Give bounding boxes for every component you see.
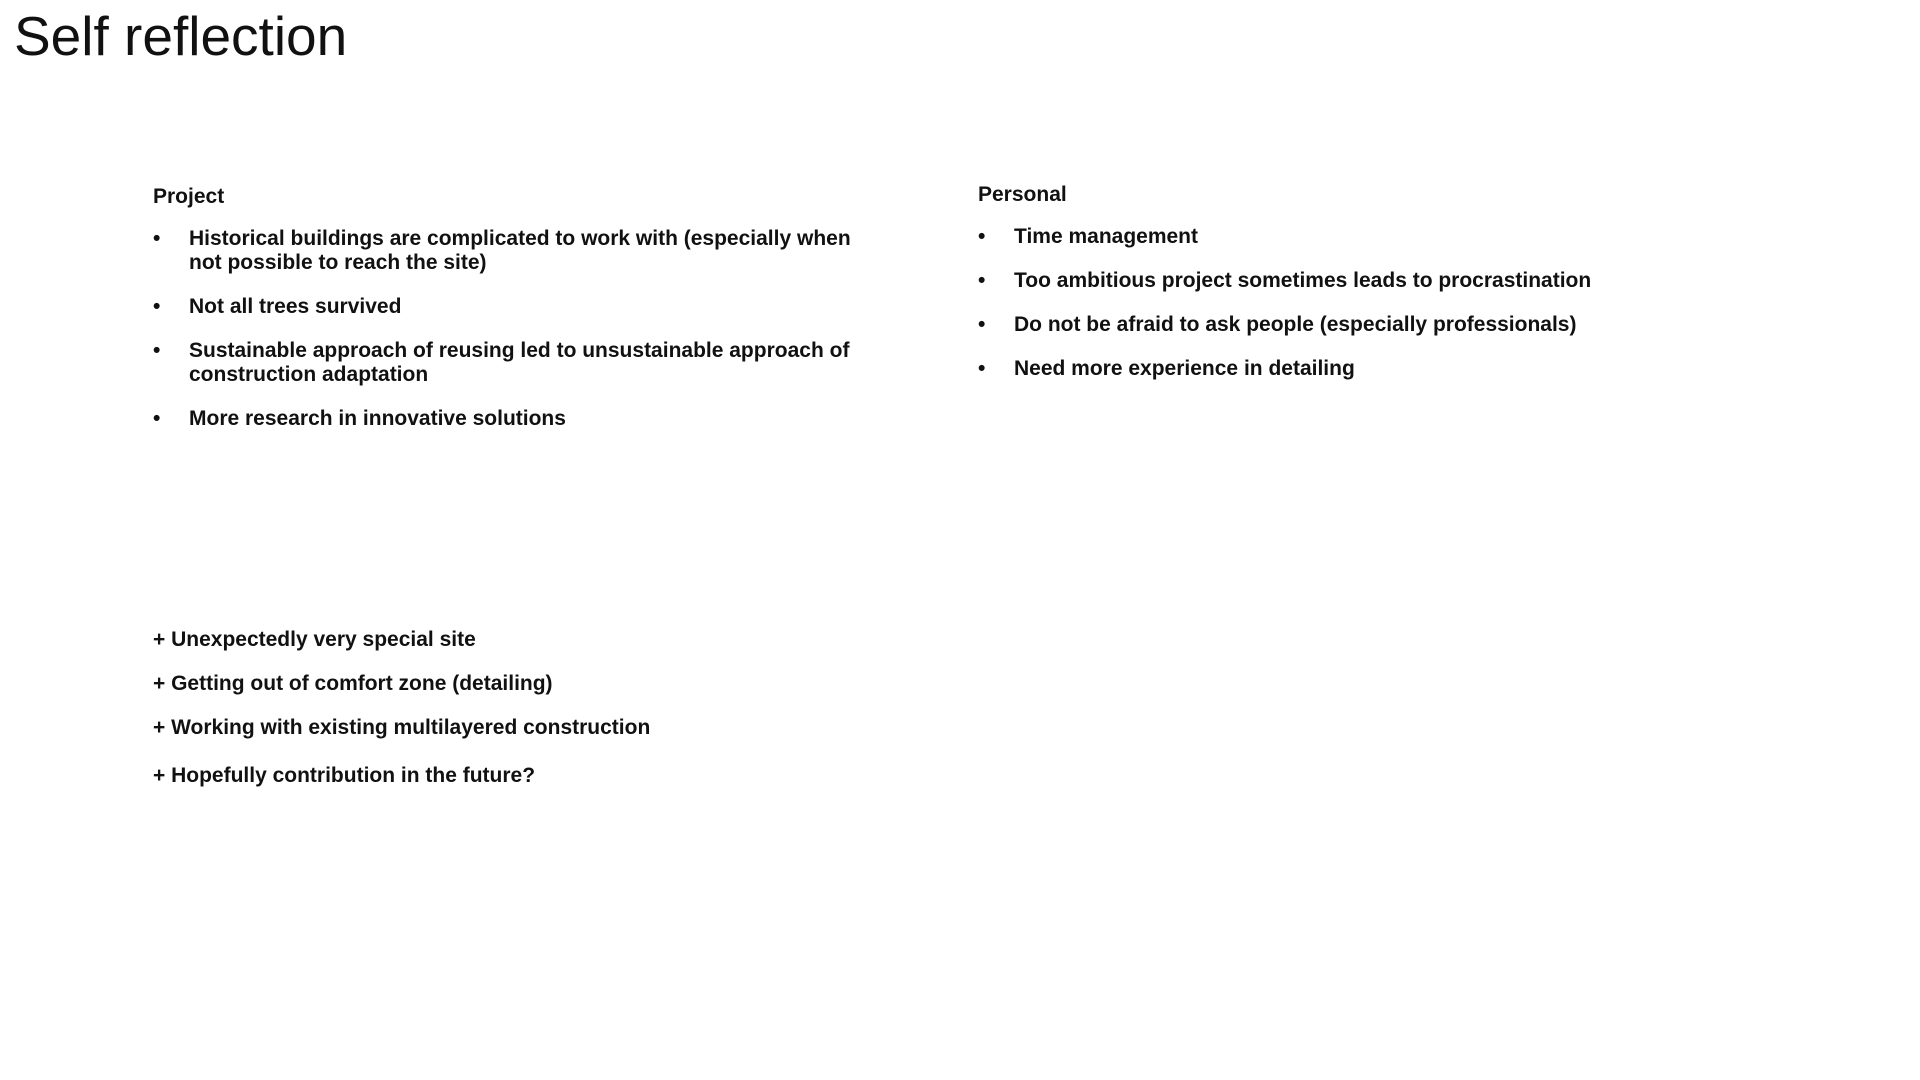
project-heading: Project: [153, 185, 225, 208]
bullet-icon: •: [153, 407, 161, 430]
bullet-icon: •: [153, 339, 161, 362]
positive-item: + Unexpectedly very special site: [153, 628, 476, 651]
bullet-icon: •: [978, 357, 986, 380]
list-item-text: Time management: [1014, 225, 1199, 248]
positive-item: + Working with existing multilayered construction: [153, 716, 651, 739]
personal-section: [978, 183, 1738, 401]
slide-title: Self reflection: [14, 5, 348, 67]
personal-heading: Personal: [978, 183, 1067, 206]
bullet-icon: •: [978, 269, 986, 292]
bullet-icon: •: [153, 295, 161, 318]
list-item: [153, 339, 883, 387]
list-item-text: Sustainable approach of reusing led to unsustainable approach of construction adaptation: [189, 339, 850, 386]
project-section: [153, 185, 883, 451]
list-item: [978, 357, 1738, 381]
positive-item: + Hopefully contribution in the future?: [153, 764, 536, 787]
list-item-text: Historical buildings are complicated to work with (especially when not possible to reach the site): [189, 227, 851, 274]
project-list: [153, 227, 883, 431]
list-item: [153, 407, 883, 431]
list-item: [153, 227, 883, 275]
list-item: [978, 269, 1738, 293]
personal-list: [978, 225, 1738, 381]
list-item-text: Too ambitious project sometimes leads to procrastination: [1014, 269, 1592, 292]
positives-list: [153, 628, 1053, 808]
list-item: [153, 295, 883, 319]
list-item: [978, 313, 1738, 337]
list-item-text: Do not be afraid to ask people (especially professionals): [1014, 313, 1577, 336]
bullet-icon: •: [153, 227, 161, 250]
positive-item: + Getting out of comfort zone (detailing): [153, 672, 553, 695]
list-item-text: More research in innovative solutions: [189, 407, 566, 430]
list-item-text: Not all trees survived: [189, 295, 402, 318]
bullet-icon: •: [978, 225, 986, 248]
bullet-icon: •: [978, 313, 986, 336]
list-item: [978, 225, 1738, 249]
list-item-text: Need more experience in detailing: [1014, 357, 1355, 380]
